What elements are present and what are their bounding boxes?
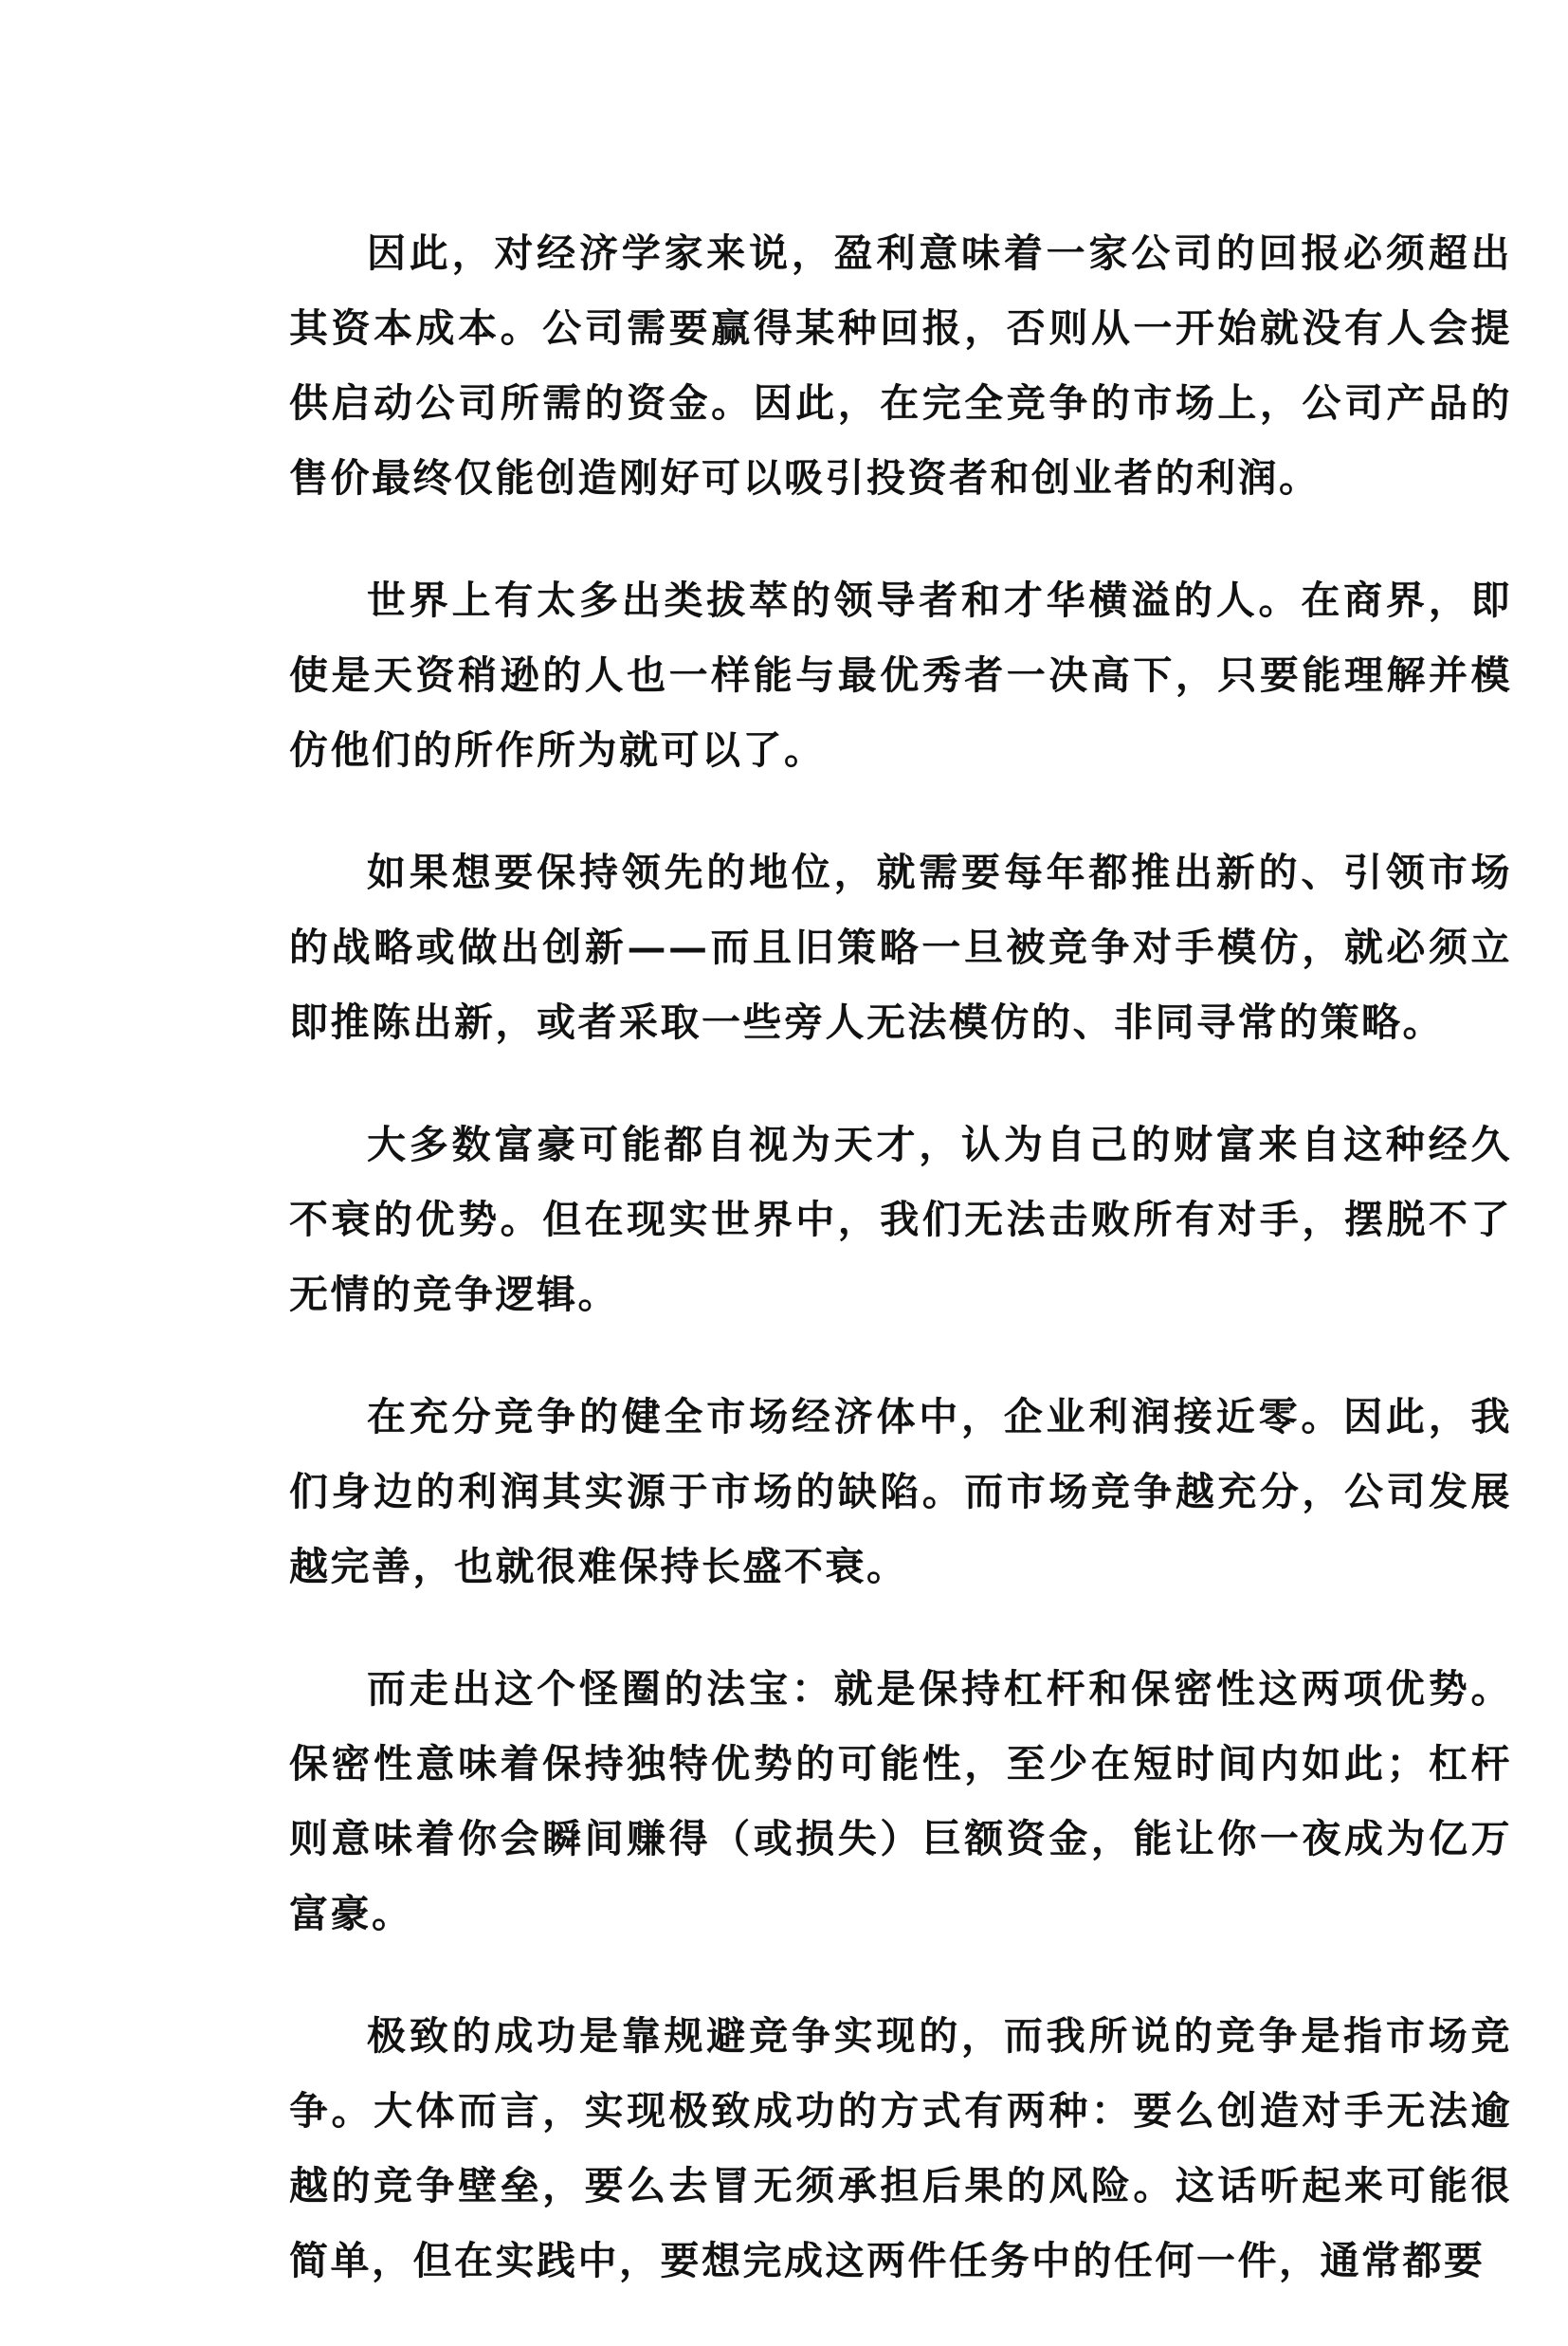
paragraph-3: 如果想要保持领先的地位，就需要每年都推出新的、引领市场的战略或做出创新——而且旧策略一旦被竞争对手模仿，就必须立即推陈出新，或者采取一些旁人无法模仿的、非同寻常的策略。 bbox=[289, 850, 1512, 1045]
paragraph-2: 世界上有太多出类拔萃的领导者和才华横溢的人。在商界，即使是天资稍逊的人也一样能与最优秀者一决高下，只要能理解并模仿他们的所作所为就可以了。 bbox=[289, 577, 1512, 773]
body-text bbox=[289, 216, 1512, 2346]
paragraph-4: 大多数富豪可能都自视为天才，认为自己的财富来自这种经久不衰的优势。但在现实世界中，我们无法击败所有对手，摆脱不了无情的竞争逻辑。 bbox=[289, 1122, 1512, 1317]
paragraph-7: 极致的成功是靠规避竞争实现的，而我所说的竞争是指市场竞争。大体而言，实现极致成功的方式有两种：要么创造对手无法逾越的竞争壁垒，要么去冒无须承担后果的风险。这话听起来可能很简单，但在实践中，要想完成这两件任务中的任何一件，通常都要 bbox=[289, 2013, 1512, 2283]
paragraph-1: 因此，对经济学家来说，盈利意味着一家公司的回报必须超出其资本成本。公司需要赢得某种回报，否则从一开始就没有人会提供启动公司所需的资金。因此，在完全竞争的市场上，公司产品的售价最终仅能创造刚好可以吸引投资者和创业者的利润。 bbox=[289, 230, 1512, 501]
paragraph-5: 在充分竞争的健全市场经济体中，企业利润接近零。因此，我们身边的利润其实源于市场的缺陷。而市场竞争越充分，公司发展越完善，也就很难保持长盛不衰。 bbox=[289, 1394, 1512, 1589]
paragraph-6: 而走出这个怪圈的法宝：就是保持杠杆和保密性这两项优势。保密性意味着保持独特优势的可能性，至少在短时间内如此；杠杆则意味着你会瞬间赚得（或损失）巨额资金，能让你一夜成为亿万富豪。 bbox=[289, 1666, 1512, 1936]
